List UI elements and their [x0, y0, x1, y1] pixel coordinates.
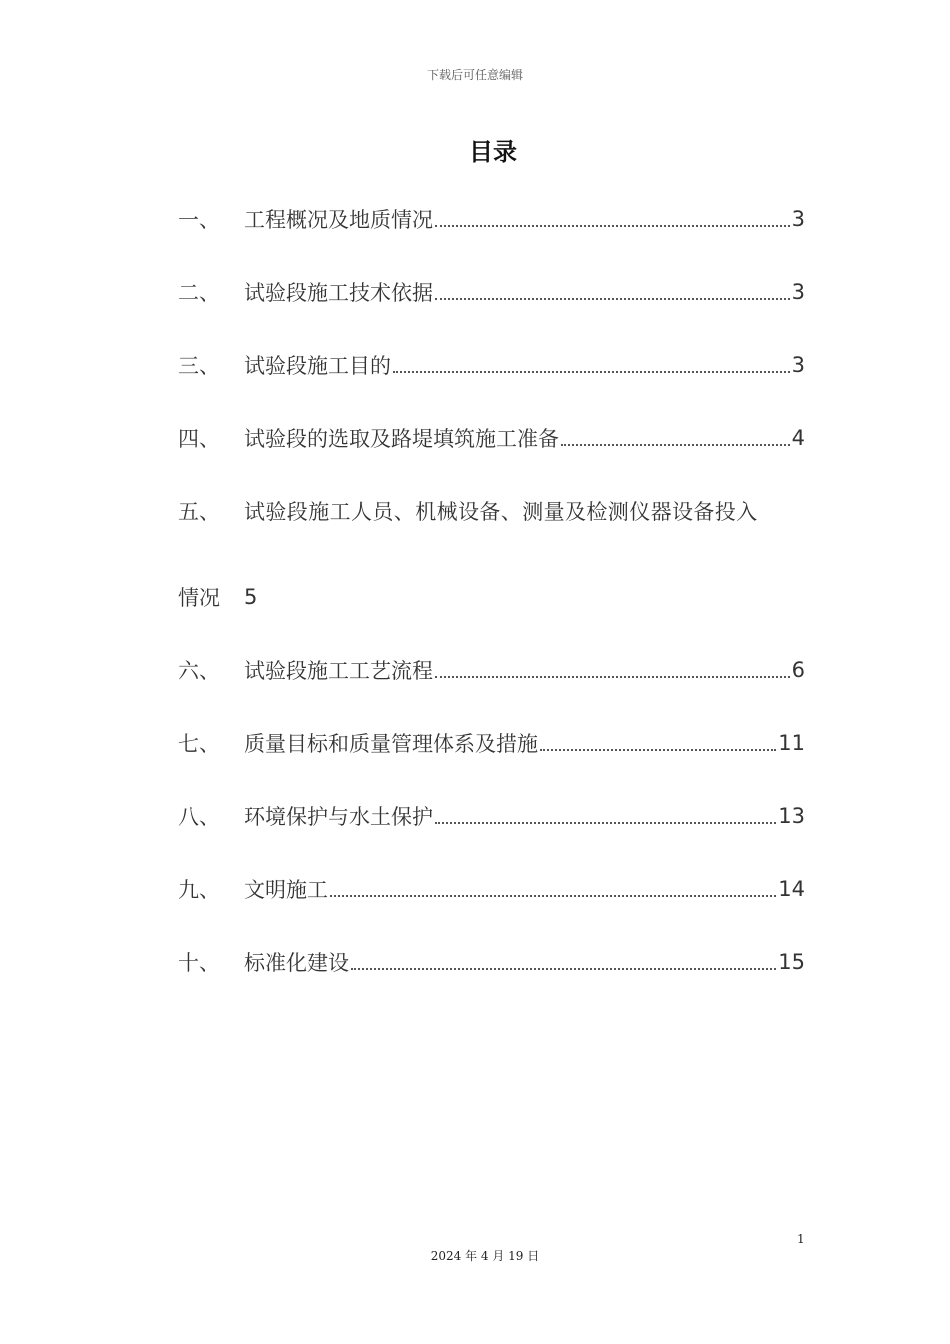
toc-entry[interactable] — [178, 276, 805, 308]
toc-entry-page: 3 — [791, 207, 805, 231]
toc-entry-number: 三、 — [178, 354, 220, 378]
toc-entry-continuation[interactable] — [178, 581, 257, 613]
page-title: 目录 — [469, 137, 517, 166]
header-note: 下载后可任意编辑 — [426, 68, 523, 82]
toc-entry-title: 试验段施工目的 — [244, 354, 391, 378]
toc-entry[interactable] — [178, 422, 805, 454]
toc-entry[interactable] — [178, 873, 805, 905]
page-number: 1 — [797, 1232, 805, 1246]
toc-dot-leader — [435, 276, 790, 300]
toc-entry-page: 6 — [791, 658, 805, 682]
toc-entry-title: 文明施工 — [244, 878, 328, 902]
toc-entry[interactable] — [178, 654, 805, 686]
toc-entry[interactable] — [178, 349, 805, 381]
footer-date: 2024 年 4 月 19 日 — [430, 1249, 540, 1263]
toc-entry-title: 试验段施工工艺流程 — [244, 659, 433, 683]
toc-entry[interactable] — [178, 203, 805, 235]
toc-entry-page: 3 — [791, 353, 805, 377]
toc-entry-page: 11 — [778, 731, 805, 755]
toc-dot-leader — [435, 654, 790, 678]
toc-dot-leader — [435, 203, 790, 227]
toc-entry-page: 14 — [778, 877, 805, 901]
toc-entry-number: 六、 — [178, 659, 220, 683]
toc-entry-page: 4 — [791, 426, 805, 450]
toc-entry[interactable] — [178, 946, 805, 978]
toc-entry[interactable] — [178, 495, 805, 527]
toc-dot-leader — [330, 873, 776, 897]
toc-dot-leader — [435, 800, 776, 824]
toc-entry-number: 四、 — [178, 427, 220, 451]
toc-entry-title: 标准化建设 — [244, 951, 349, 975]
toc-entry-page: 5 — [244, 585, 258, 609]
toc-dot-leader — [540, 727, 776, 751]
toc-entry-title: 试验段施工技术依据 — [244, 281, 433, 305]
toc-entry-page: 3 — [791, 280, 805, 304]
toc-entry-title: 工程概况及地质情况 — [244, 208, 433, 232]
toc-entry[interactable] — [178, 800, 805, 832]
toc-entry-number: 十、 — [178, 951, 220, 975]
toc-dot-leader — [561, 422, 790, 446]
toc-entry-number: 九、 — [178, 878, 220, 902]
toc-entry-number: 八、 — [178, 805, 220, 829]
toc-entry[interactable] — [178, 727, 805, 759]
toc-entry-number: 七、 — [178, 732, 220, 756]
toc-dot-leader — [351, 946, 776, 970]
toc-entry-title: 试验段的选取及路堤填筑施工准备 — [244, 427, 559, 451]
toc-entry-title: 质量目标和质量管理体系及措施 — [244, 732, 538, 756]
toc-entry-page: 15 — [778, 950, 805, 974]
toc-entry-number: 五、 — [178, 500, 220, 524]
toc-entry-number: 二、 — [178, 281, 220, 305]
toc-entry-title-continued: 情况 — [178, 586, 220, 610]
toc-entry-number: 一、 — [178, 208, 220, 232]
toc-entry-page: 13 — [778, 804, 805, 828]
toc-entry-title: 环境保护与水土保护 — [244, 805, 433, 829]
toc-dot-leader — [393, 349, 790, 373]
toc-entry-title: 试验段施工人员、机械设备、测量及检测仪器设备投入 — [244, 500, 758, 524]
